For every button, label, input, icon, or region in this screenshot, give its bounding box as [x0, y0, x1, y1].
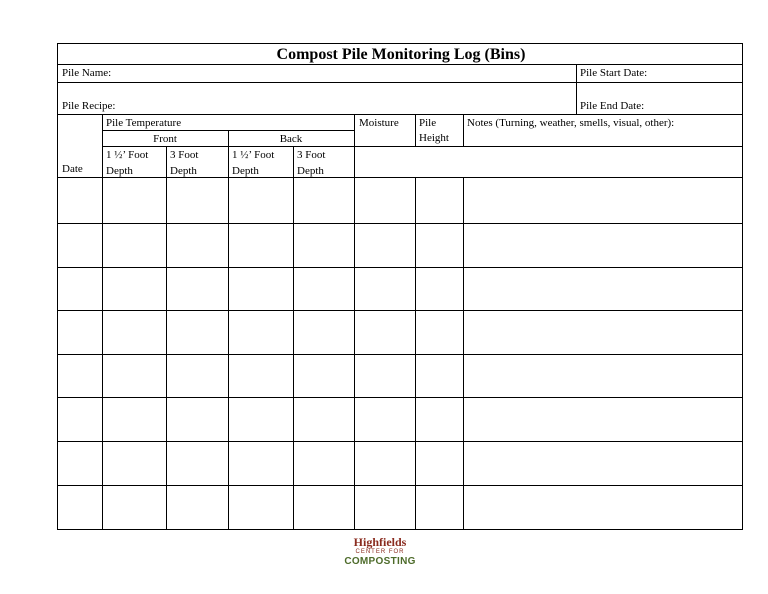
col-divider	[354, 114, 355, 529]
row-divider	[58, 485, 742, 486]
divider	[576, 64, 577, 114]
form-title: Compost Pile Monitoring Log (Bins)	[276, 46, 526, 63]
row-divider	[58, 267, 742, 268]
pile-end-date-label: Pile End Date:	[580, 100, 645, 112]
row-divider	[58, 310, 742, 311]
divider	[58, 64, 742, 65]
pile-temperature-label: Pile Temperature	[106, 117, 182, 129]
back-shallow-depth-label: 1 ½’ Foot	[232, 149, 275, 161]
moisture-column-label: Moisture	[359, 117, 399, 129]
notes-column-label: Notes (Turning, weather, smells, visual, other):	[467, 117, 675, 129]
front-deep-depth-label: 3 Foot	[170, 149, 199, 161]
front-shallow-depth-label-2: Depth	[106, 165, 133, 177]
back-deep-depth-label-2: Depth	[297, 165, 324, 177]
col-divider	[102, 114, 103, 529]
col-divider	[293, 146, 294, 529]
col-divider	[228, 130, 229, 529]
back-label: Back	[279, 133, 303, 145]
highfields-logo	[300, 536, 460, 567]
row-divider	[58, 397, 742, 398]
front-label: Front	[153, 133, 177, 145]
col-divider	[415, 114, 416, 146]
col-divider	[166, 146, 167, 529]
row-divider	[58, 441, 742, 442]
row-divider	[58, 354, 742, 355]
col-divider	[415, 177, 416, 529]
divider	[102, 146, 742, 147]
col-divider	[463, 114, 464, 146]
pile-name-label: Pile Name:	[62, 67, 112, 79]
front-deep-depth-label-2: Depth	[170, 165, 197, 177]
pile-start-date-label: Pile Start Date:	[580, 67, 648, 79]
back-deep-depth-label: 3 Foot	[297, 149, 326, 161]
row-divider	[58, 223, 742, 224]
logo-line1: Highfields	[353, 535, 407, 549]
logo-line2: CENTER FOR	[355, 549, 405, 555]
compost-log-form	[57, 43, 743, 530]
divider	[58, 114, 742, 115]
pile-height-label-line2: Height	[419, 132, 449, 144]
col-divider	[463, 177, 464, 529]
date-column-label: Date	[62, 163, 83, 175]
back-shallow-depth-label-2: Depth	[232, 165, 259, 177]
logo-line3: COMPOSTING	[344, 556, 416, 567]
divider	[58, 82, 742, 83]
front-shallow-depth-label: 1 ½’ Foot	[106, 149, 149, 161]
pile-recipe-label: Pile Recipe:	[62, 100, 116, 112]
divider	[58, 177, 742, 178]
pile-height-label-line1: Pile	[419, 117, 437, 129]
